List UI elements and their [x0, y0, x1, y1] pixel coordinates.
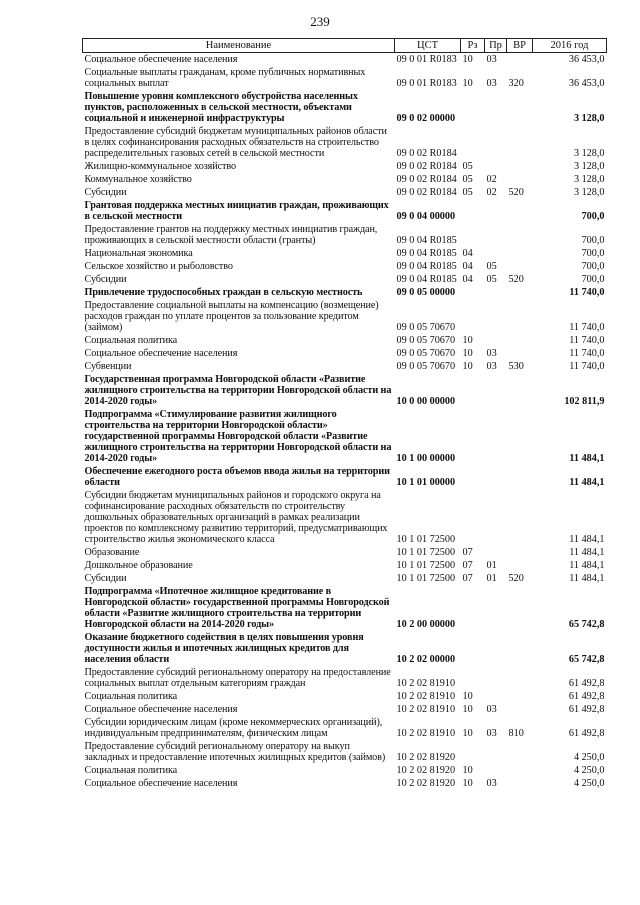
- cell-cst: 09 0 04 00000: [396, 211, 456, 222]
- cell-name: Субвенции: [84, 361, 132, 372]
- cell-name: Социальная политика: [84, 691, 178, 702]
- cell-amount: 61 492,8: [568, 704, 605, 715]
- table-row: [83, 299, 607, 334]
- cell-cst: 09 0 01 R0183: [396, 54, 457, 65]
- cell-name: Субсидии бюджетам муниципальных районов и городского округа на софинансирование расходных обязательств по строительству дошкольных образовательных организаций в рамках реализации проектов по комплексному развитию территорий, предусматривающих строительство жилья экономического класса: [84, 490, 388, 545]
- cell-cst: 09 0 04 R0185: [396, 261, 457, 272]
- cell-name: Предоставление социальной выплаты на компенсацию (возмещение) расходов граждан по уплате процентов за пользование кредитом (займом): [84, 300, 379, 333]
- table-row: [83, 489, 607, 546]
- cell-cst: 09 0 05 00000: [396, 287, 456, 298]
- table-row: [83, 186, 607, 199]
- cell-vr: [507, 690, 533, 703]
- cell-vr: [507, 546, 533, 559]
- cell-pr: [485, 125, 507, 160]
- cell-pr: 03: [486, 728, 497, 739]
- cell-cst: 10 2 02 81910: [396, 704, 456, 715]
- cell-cst: 10 2 00 00000: [396, 619, 456, 630]
- cell-amount: 11 740,0: [569, 348, 605, 359]
- cell-rz: 10: [462, 54, 473, 65]
- cell-cst: 10 2 02 81920: [396, 765, 456, 776]
- cell-cst: 09 0 05 70670: [396, 348, 456, 359]
- cell-cst: 09 0 02 R0184: [396, 161, 457, 172]
- cell-cst: 10 1 01 72500: [396, 560, 456, 571]
- cell-name: Социальное обеспечение населения: [84, 704, 238, 715]
- cell-amount: 3 128,0: [573, 113, 605, 124]
- cell-vr: [507, 559, 533, 572]
- cell-pr: 03: [486, 54, 497, 65]
- cell-cst: 09 0 01 R0183: [396, 78, 457, 89]
- cell-amount: 3 128,0: [573, 187, 605, 198]
- header-name: Наименование: [83, 39, 395, 53]
- cell-rz: 05: [462, 187, 473, 198]
- cell-name: Социальное обеспечение населения: [84, 348, 238, 359]
- cell-name: Социальная политика: [84, 335, 178, 346]
- cell-name: Обеспечение ежегодного роста объемов ввода жилья на территории области: [84, 466, 390, 488]
- cell-name: Привлечение трудоспособных граждан в сельскую местность: [84, 287, 363, 298]
- cell-rz: 05: [462, 174, 473, 185]
- cell-pr: 03: [486, 361, 497, 372]
- cell-amount: 4 250,0: [573, 765, 605, 776]
- cell-cst: 09 0 02 00000: [396, 113, 456, 124]
- cell-vr: [507, 173, 533, 186]
- cell-pr: [485, 299, 507, 334]
- cell-cst: 10 2 02 00000: [396, 654, 456, 665]
- cell-vr: [507, 764, 533, 777]
- cell-rz: 05: [462, 161, 473, 172]
- cell-cst: 09 0 02 R0184: [396, 187, 457, 198]
- cell-vr: [507, 631, 533, 666]
- table-row: [83, 666, 607, 690]
- cell-name: Социальное обеспечение населения: [84, 778, 238, 789]
- cell-amount: 11 484,1: [569, 477, 605, 488]
- cell-rz: [461, 223, 485, 247]
- cell-rz: 07: [462, 573, 473, 584]
- cell-amount: 4 250,0: [573, 778, 605, 789]
- cell-rz: [461, 489, 485, 546]
- cell-amount: 11 484,1: [569, 573, 605, 584]
- cell-amount: 11 484,1: [569, 534, 605, 545]
- table-row: [83, 465, 607, 489]
- cell-pr: 03: [486, 78, 497, 89]
- cell-pr: [485, 690, 507, 703]
- cell-cst: 10 2 02 81920: [396, 752, 456, 763]
- cell-vr: [507, 373, 533, 408]
- cell-amount: 700,0: [581, 211, 605, 222]
- cell-amount: 11 484,1: [569, 560, 605, 571]
- cell-vr: 520: [508, 573, 524, 584]
- table-row: [83, 585, 607, 631]
- table-row: [83, 223, 607, 247]
- cell-cst: 10 1 01 72500: [396, 534, 456, 545]
- cell-cst: 09 0 05 70670: [396, 322, 456, 333]
- table-row: [83, 286, 607, 299]
- cell-cst: 10 2 02 81910: [396, 728, 456, 739]
- cell-rz: 10: [462, 691, 473, 702]
- cell-vr: [507, 223, 533, 247]
- cell-amount: 61 492,8: [568, 728, 605, 739]
- cell-vr: 530: [508, 361, 524, 372]
- cell-name: Жилищно-коммунальное хозяйство: [84, 161, 237, 172]
- cell-rz: [461, 740, 485, 764]
- cell-cst: 09 0 05 70670: [396, 361, 456, 372]
- cell-name: Субсидии: [84, 573, 127, 584]
- cell-pr: 05: [486, 274, 497, 285]
- cell-vr: 520: [508, 187, 524, 198]
- cell-pr: [485, 465, 507, 489]
- cell-amount: 700,0: [581, 274, 605, 285]
- table-row: [83, 173, 607, 186]
- cell-pr: 03: [486, 704, 497, 715]
- cell-vr: [507, 125, 533, 160]
- cell-vr: 320: [508, 78, 524, 89]
- cell-pr: [485, 666, 507, 690]
- cell-vr: [507, 777, 533, 790]
- cell-vr: [507, 465, 533, 489]
- header-cst: ЦСТ: [395, 39, 461, 53]
- cell-vr: [507, 703, 533, 716]
- table-row: [83, 631, 607, 666]
- cell-rz: [461, 299, 485, 334]
- cell-name: Сельское хозяйство и рыболовство: [84, 261, 233, 272]
- cell-amount: 36 453,0: [568, 54, 605, 65]
- cell-vr: [507, 286, 533, 299]
- table-row: [83, 408, 607, 465]
- cell-rz: 10: [462, 361, 473, 372]
- cell-cst: 10 2 02 81910: [396, 678, 456, 689]
- cell-amount: 61 492,8: [568, 678, 605, 689]
- table-row: [83, 160, 607, 173]
- cell-name: Субсидии: [84, 187, 127, 198]
- cell-vr: [507, 199, 533, 223]
- cell-pr: [485, 373, 507, 408]
- cell-name: Предоставление грантов на поддержку местных инициатив граждан, проживающих в сельской местности области (гранты): [84, 224, 378, 246]
- table-row: [83, 559, 607, 572]
- header-rz: Рз: [461, 39, 485, 53]
- cell-name: Предоставление субсидий региональному оператору на предоставление социальных выплат отдельным категориям граждан: [84, 667, 391, 689]
- table-row: [83, 777, 607, 790]
- cell-pr: [485, 223, 507, 247]
- cell-amount: 65 742,8: [568, 654, 605, 665]
- cell-rz: 07: [462, 547, 473, 558]
- cell-name: Оказание бюджетного содействия в целях повышения уровня доступности жилья и ипотечных жилищных кредитов для населения области: [84, 632, 364, 665]
- cell-pr: [485, 585, 507, 631]
- cell-pr: 02: [486, 187, 497, 198]
- cell-name: Социальное обеспечение населения: [84, 54, 238, 65]
- table-row: [83, 360, 607, 373]
- cell-name: Национальная экономика: [84, 248, 193, 259]
- cell-cst: 10 0 00 00000: [396, 396, 456, 407]
- cell-cst: 10 1 01 72500: [396, 547, 456, 558]
- table-row: [83, 546, 607, 559]
- header-pr: Пр: [485, 39, 507, 53]
- cell-pr: 01: [486, 560, 497, 571]
- header-vr: ВР: [507, 39, 533, 53]
- table-row: [83, 90, 607, 125]
- header-amount: 2016 год: [533, 39, 607, 53]
- cell-rz: [461, 585, 485, 631]
- cell-pr: 05: [486, 261, 497, 272]
- cell-pr: [485, 160, 507, 173]
- cell-pr: [485, 489, 507, 546]
- cell-rz: 10: [462, 728, 473, 739]
- table-body: [83, 53, 607, 791]
- cell-name: Государственная программа Новгородской области «Развитие жилищного строительства на территории Новгородской области на 2014-2020 годы»: [84, 374, 392, 407]
- cell-name: Субсидии юридическим лицам (кроме некоммерческих организаций), индивидуальным предпринимателям, физическим лицам: [84, 717, 383, 739]
- page-number: 239: [310, 14, 330, 29]
- table-row: [83, 572, 607, 585]
- table-row: [83, 690, 607, 703]
- cell-vr: 810: [508, 728, 524, 739]
- cell-pr: [485, 408, 507, 465]
- table-row: [83, 125, 607, 160]
- cell-vr: [507, 585, 533, 631]
- cell-rz: 04: [462, 248, 473, 259]
- cell-vr: [507, 260, 533, 273]
- table-row: [83, 373, 607, 408]
- cell-amount: 11 740,0: [569, 335, 605, 346]
- cell-name: Социальные выплаты гражданам, кроме публичных нормативных социальных выплат: [84, 67, 366, 89]
- cell-amount: 65 742,8: [568, 619, 605, 630]
- cell-rz: [461, 408, 485, 465]
- cell-amount: 102 811,9: [564, 396, 605, 407]
- cell-pr: [485, 247, 507, 260]
- cell-amount: 3 128,0: [573, 174, 605, 185]
- cell-pr: 03: [486, 348, 497, 359]
- cell-pr: 03: [486, 778, 497, 789]
- cell-vr: [507, 247, 533, 260]
- cell-name: Образование: [84, 547, 140, 558]
- cell-amount: 700,0: [581, 261, 605, 272]
- cell-vr: [507, 160, 533, 173]
- cell-rz: [461, 666, 485, 690]
- cell-name: Предоставление субсидий бюджетам муниципальных районов области в целях софинансирования расходных обязательств на строительство распределительных газовых сетей в сельской местности: [84, 126, 387, 159]
- table-row: [83, 260, 607, 273]
- cell-vr: [507, 347, 533, 360]
- cell-cst: 09 0 02 R0184: [396, 174, 457, 185]
- cell-pr: [485, 764, 507, 777]
- cell-cst: 09 0 04 R0185: [396, 274, 457, 285]
- cell-amount: 700,0: [581, 248, 605, 259]
- cell-rz: [461, 90, 485, 125]
- cell-amount: 3 128,0: [573, 161, 605, 172]
- cell-name: Подпрограмма «Ипотечное жилищное кредитование в Новгородской области» государственной программы Новгородской области «Развитие жилищного строительства на территории Новгородской области на 2014-2020 годы»: [84, 586, 390, 630]
- cell-cst: 09 0 02 R0184: [396, 148, 457, 159]
- cell-pr: [485, 286, 507, 299]
- cell-name: Социальная политика: [84, 765, 178, 776]
- cell-amount: 11 740,0: [569, 322, 605, 333]
- cell-amount: 11 740,0: [569, 361, 605, 372]
- cell-name: Дошкольное образование: [84, 560, 193, 571]
- table-header-row: [83, 39, 607, 53]
- cell-name: Коммунальное хозяйство: [84, 174, 192, 185]
- cell-amount: 700,0: [581, 235, 605, 246]
- cell-cst: 10 1 00 00000: [396, 453, 456, 464]
- table-row: [83, 199, 607, 223]
- cell-rz: 04: [462, 261, 473, 272]
- cell-amount: 61 492,8: [568, 691, 605, 702]
- cell-vr: [507, 90, 533, 125]
- cell-vr: [507, 299, 533, 334]
- cell-amount: 11 740,0: [569, 287, 605, 298]
- cell-rz: 10: [462, 704, 473, 715]
- cell-cst: 09 0 04 R0185: [396, 248, 457, 259]
- cell-vr: [507, 740, 533, 764]
- table-row: [83, 740, 607, 764]
- cell-name: Грантовая поддержка местных инициатив граждан, проживающих в сельской местности: [84, 200, 389, 222]
- cell-vr: [507, 334, 533, 347]
- cell-vr: [507, 489, 533, 546]
- table-row: [83, 716, 607, 740]
- cell-vr: 520: [508, 274, 524, 285]
- cell-cst: 10 2 02 81910: [396, 691, 456, 702]
- cell-cst: 09 0 04 R0185: [396, 235, 457, 246]
- table-row: [83, 703, 607, 716]
- cell-cst: 09 0 05 70670: [396, 335, 456, 346]
- cell-cst: 10 1 01 72500: [396, 573, 456, 584]
- cell-pr: [485, 546, 507, 559]
- cell-vr: [507, 53, 533, 67]
- cell-rz: [461, 199, 485, 223]
- cell-rz: [461, 631, 485, 666]
- cell-pr: [485, 90, 507, 125]
- cell-amount: 3 128,0: [573, 148, 605, 159]
- cell-rz: 04: [462, 274, 473, 285]
- cell-name: Предоставление субсидий региональному оператору на выкуп закладных и предоставление ипотечных жилищных кредитов (займов): [84, 741, 386, 763]
- cell-pr: [485, 631, 507, 666]
- cell-name: Субсидии: [84, 274, 127, 285]
- cell-vr: [507, 666, 533, 690]
- cell-pr: [485, 740, 507, 764]
- cell-rz: 10: [462, 335, 473, 346]
- table-row: [83, 334, 607, 347]
- table-row: [83, 764, 607, 777]
- cell-rz: [461, 373, 485, 408]
- cell-rz: 10: [462, 78, 473, 89]
- table-row: [83, 66, 607, 90]
- cell-rz: 10: [462, 348, 473, 359]
- cell-pr: 02: [486, 174, 497, 185]
- budget-table: [82, 38, 607, 790]
- cell-rz: [461, 125, 485, 160]
- cell-cst: 10 2 02 81920: [396, 778, 456, 789]
- cell-vr: [507, 408, 533, 465]
- cell-cst: 10 1 01 00000: [396, 477, 456, 488]
- table-row: [83, 247, 607, 260]
- cell-pr: [485, 334, 507, 347]
- table-row: [83, 53, 607, 67]
- cell-amount: 11 484,1: [569, 547, 605, 558]
- cell-amount: 4 250,0: [573, 752, 605, 763]
- cell-amount: 11 484,1: [569, 453, 605, 464]
- cell-pr: 01: [486, 573, 497, 584]
- cell-amount: 36 453,0: [568, 78, 605, 89]
- cell-rz: 10: [462, 765, 473, 776]
- cell-name: Повышение уровня комплексного обустройства населенных пунктов, расположенных в сельской местности, объектами социальной и инженерной инфраструктуры: [84, 91, 358, 124]
- cell-rz: 10: [462, 778, 473, 789]
- cell-pr: [485, 199, 507, 223]
- table-row: [83, 347, 607, 360]
- table-row: [83, 273, 607, 286]
- cell-rz: [461, 465, 485, 489]
- cell-name: Подпрограмма «Стимулирование развития жилищного строительства на территории Новгородской области» государственной программы Новгородской области «Развитие жилищного строительства на территории Новгородской области на 2014-2020 годы»: [84, 409, 392, 464]
- cell-rz: [461, 286, 485, 299]
- cell-rz: 07: [462, 560, 473, 571]
